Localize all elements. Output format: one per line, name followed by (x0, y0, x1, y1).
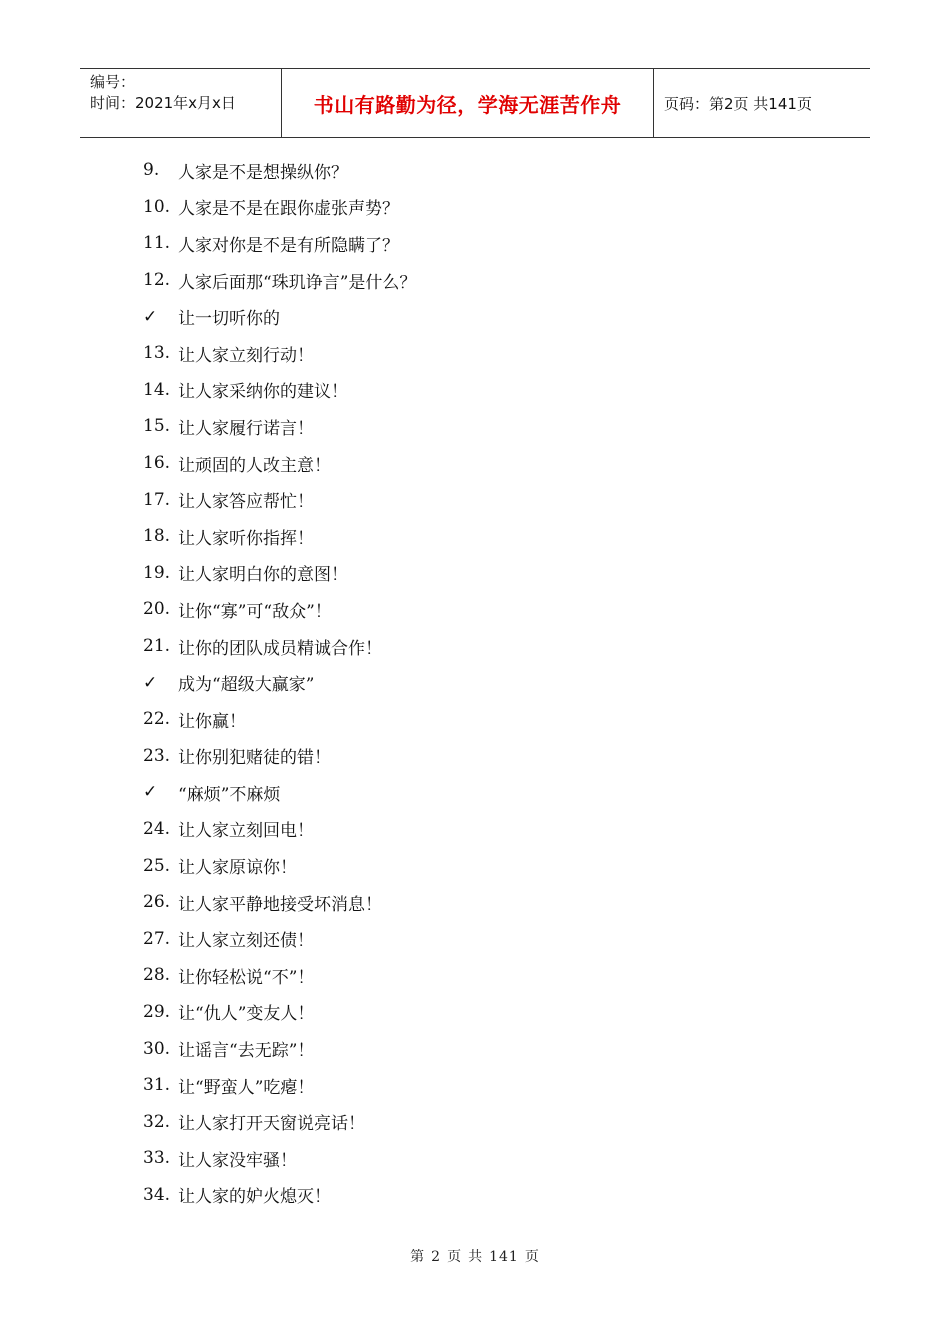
list-item (143, 738, 416, 775)
list-item (143, 1140, 416, 1177)
item-text: 让人家平静地接受坏消息！ (178, 894, 382, 915)
item-marker: 10. (143, 196, 171, 217)
section-heading-text: 让一切听你的 (178, 309, 280, 330)
item-marker: 11. (143, 233, 171, 254)
item-text: 让人家答应帮忙！ (178, 492, 314, 513)
footer-part: 共 (468, 1249, 484, 1265)
section-heading-text: 成为“超级大赢家” (178, 675, 315, 696)
list-item (143, 1030, 416, 1067)
list-item (143, 811, 416, 848)
list-item (143, 1067, 416, 1104)
item-text: 让你赢！ (178, 711, 246, 732)
list-item (143, 408, 416, 445)
list-item (143, 152, 416, 189)
item-marker: 30. (143, 1038, 171, 1059)
list-item (143, 518, 416, 555)
content-list (143, 152, 416, 1213)
footer-total-pages: 141 (489, 1249, 519, 1265)
item-marker: 16. (143, 453, 171, 474)
header-motto: 书山有路勤为径，学海无涯苦作舟 (282, 69, 654, 137)
list-item (143, 957, 416, 994)
list-item (143, 1177, 416, 1214)
item-marker: 22. (143, 709, 171, 730)
item-text: 让“仇人”变友人！ (178, 1004, 315, 1025)
checkmark-icon: ✓ (143, 672, 158, 693)
item-text: 让你轻松说“不”！ (178, 967, 315, 988)
list-item (143, 372, 416, 409)
date-text: 时间：2021年x月x日 (90, 94, 236, 112)
page-footer (0, 1246, 950, 1266)
item-marker: 29. (143, 1001, 171, 1022)
item-marker: 24. (143, 818, 171, 839)
serial-label: 编号： (90, 73, 136, 91)
checkmark-icon: ✓ (143, 782, 158, 803)
item-text: 让人家立刻还债！ (178, 931, 314, 952)
section-heading (143, 774, 416, 811)
item-text: 让“野蛮人”吃瘪！ (178, 1077, 315, 1098)
header-meta (80, 69, 282, 137)
item-marker: 25. (143, 855, 171, 876)
item-marker: 32. (143, 1111, 171, 1132)
list-item (143, 225, 416, 262)
item-text: 让顽固的人改主意！ (178, 455, 331, 476)
list-item (143, 1103, 416, 1140)
item-marker: 23. (143, 745, 171, 766)
footer-part: 第 (410, 1249, 426, 1265)
section-heading (143, 664, 416, 701)
checkmark-icon: ✓ (143, 306, 158, 327)
item-marker: 13. (143, 343, 171, 364)
item-marker: 26. (143, 892, 171, 913)
page-header (80, 68, 870, 138)
item-text: 让人家原谅你！ (178, 858, 297, 879)
section-heading-text: “麻烦”不麻烦 (178, 784, 281, 805)
footer-current-page: 2 (431, 1249, 442, 1265)
list-item (143, 262, 416, 299)
item-text: 让人家的妒火熄灭！ (178, 1187, 331, 1208)
item-text: 让人家立刻行动！ (178, 345, 314, 366)
item-text: 让谣言“去无踪”！ (178, 1041, 315, 1062)
item-marker: 14. (143, 379, 171, 400)
list-item (143, 189, 416, 226)
footer-part: 页 (524, 1249, 540, 1265)
list-item (143, 445, 416, 482)
item-marker: 17. (143, 489, 171, 510)
list-item (143, 335, 416, 372)
item-text: 让人家打开天窗说亮话！ (178, 1114, 365, 1135)
item-text: 让人家听你指挥！ (178, 528, 314, 549)
item-marker: 34. (143, 1184, 171, 1205)
item-marker: 15. (143, 416, 171, 437)
item-marker: 27. (143, 928, 171, 949)
section-heading (143, 298, 416, 335)
item-marker: 20. (143, 599, 171, 620)
list-item (143, 884, 416, 921)
footer-part: 页 (447, 1249, 463, 1265)
item-text: 让人家履行诺言！ (178, 418, 314, 439)
list-item (143, 628, 416, 665)
item-marker: 31. (143, 1075, 171, 1096)
item-text: 人家是不是在跟你虚张声势？ (178, 199, 399, 220)
list-item (143, 847, 416, 884)
item-text: 人家对你是不是有所隐瞒了？ (178, 235, 399, 256)
item-marker: 33. (143, 1148, 171, 1169)
list-item (143, 994, 416, 1031)
item-text: 让人家没牢骚！ (178, 1150, 297, 1171)
item-marker: 18. (143, 526, 171, 547)
item-text: 让人家立刻回电！ (178, 821, 314, 842)
item-text: 让人家明白你的意图！ (178, 565, 348, 586)
item-text: 让人家采纳你的建议！ (178, 382, 348, 403)
item-text: 让你别犯赌徒的错！ (178, 748, 331, 769)
item-marker: 28. (143, 965, 171, 986)
list-item (143, 481, 416, 518)
list-item (143, 701, 416, 738)
item-marker: 21. (143, 636, 171, 657)
item-marker: 9. (143, 160, 160, 181)
list-item (143, 591, 416, 628)
item-text: 人家后面那“珠玑诤言”是什么？ (178, 272, 417, 293)
item-text: 让你的团队成员精诚合作！ (178, 638, 382, 659)
item-text: 让你“寡”可“敌众”！ (178, 601, 332, 622)
item-marker: 12. (143, 270, 171, 291)
item-marker: 19. (143, 562, 171, 583)
list-item (143, 920, 416, 957)
header-page-info: 页码：第2页 共141页 (664, 94, 812, 113)
list-item (143, 555, 416, 592)
item-text: 人家是不是想操纵你？ (178, 162, 348, 183)
